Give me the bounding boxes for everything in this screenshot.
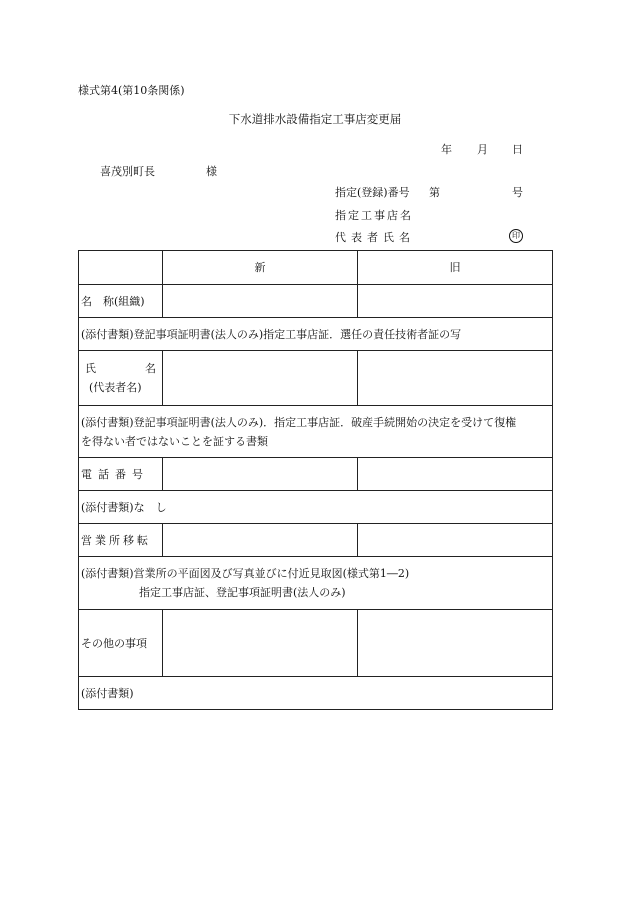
representative-row	[79, 351, 553, 406]
representative-new-cell[interactable]	[163, 351, 358, 406]
phone-attachment-row	[79, 491, 553, 524]
header-row	[79, 251, 553, 285]
change-table	[78, 250, 553, 710]
office-attachment-line-1: (添付書類)営業所の平面図及び写真並びに付近見取図(様式第1―2)	[81, 567, 410, 580]
office-attachment-cell	[79, 557, 553, 610]
representative-attachment-row	[79, 406, 553, 458]
other-new-cell[interactable]	[163, 610, 358, 677]
representative-attachment-cell	[79, 406, 553, 458]
name-row	[79, 285, 553, 318]
other-attachment-row	[79, 677, 553, 710]
office-attachment-row	[79, 557, 553, 610]
header-old: 旧	[358, 251, 553, 285]
seal-mark: 印	[509, 229, 523, 243]
representative-old-cell[interactable]	[358, 351, 553, 406]
representative-label-1: 氏	[85, 362, 96, 375]
representative-label-cell	[79, 351, 163, 406]
recipient-name: 喜茂別町長	[100, 165, 155, 178]
office-new-cell[interactable]	[163, 524, 358, 557]
name-attachment-note: (添付書類)登記事項証明書(法人のみ)指定工事店証．選任の責任技術者証の写	[79, 318, 553, 351]
registration-prefix: 第	[429, 186, 440, 199]
header-blank-cell	[79, 251, 163, 285]
other-row	[79, 610, 553, 677]
representative-attachment-line-2: を得ない者ではないことを証する書類	[81, 434, 268, 448]
phone-label: 電話番号	[79, 458, 163, 491]
phone-new-cell[interactable]	[163, 458, 358, 491]
store-name-label: 指定工事店名	[335, 209, 413, 222]
registration-number-label: 指定(登録)番号	[335, 186, 410, 199]
phone-old-cell[interactable]	[358, 458, 553, 491]
date-year-label: 年	[441, 143, 452, 156]
name-old-cell[interactable]	[358, 285, 553, 318]
date-month-label: 月	[477, 143, 488, 156]
office-label: 営業所移転	[79, 524, 163, 557]
other-label: その他の事項	[79, 610, 163, 677]
registration-suffix: 号	[512, 186, 523, 199]
name-new-cell[interactable]	[163, 285, 358, 318]
office-old-cell[interactable]	[358, 524, 553, 557]
representative-name-label: 代表者氏名	[335, 231, 415, 244]
phone-attachment-note: (添付書類)な し	[79, 491, 553, 524]
other-old-cell[interactable]	[358, 610, 553, 677]
phone-row	[79, 458, 553, 491]
recipient-honorific: 様	[206, 165, 217, 178]
name-attachment-row	[79, 318, 553, 351]
header-new: 新	[163, 251, 358, 285]
document-title: 下水道排水設備指定工事店変更届	[228, 112, 402, 126]
office-row	[79, 524, 553, 557]
office-attachment-line-2: 指定工事店証、登記事項証明書(法人のみ)	[139, 586, 346, 599]
representative-label-2: 名	[145, 362, 156, 375]
other-attachment-note: (添付書類)	[79, 677, 553, 710]
representative-attachment-line-1: (添付書類)登記事項証明書(法人のみ)．指定工事店証．破産手続開始の決定を受けて復権	[81, 415, 517, 429]
name-label: 名 称(組織)	[79, 285, 163, 318]
form-number-label: 様式第4(第10条関係)	[78, 84, 185, 97]
representative-label-sub: (代表者名)	[89, 381, 142, 394]
date-day-label: 日	[512, 143, 523, 156]
